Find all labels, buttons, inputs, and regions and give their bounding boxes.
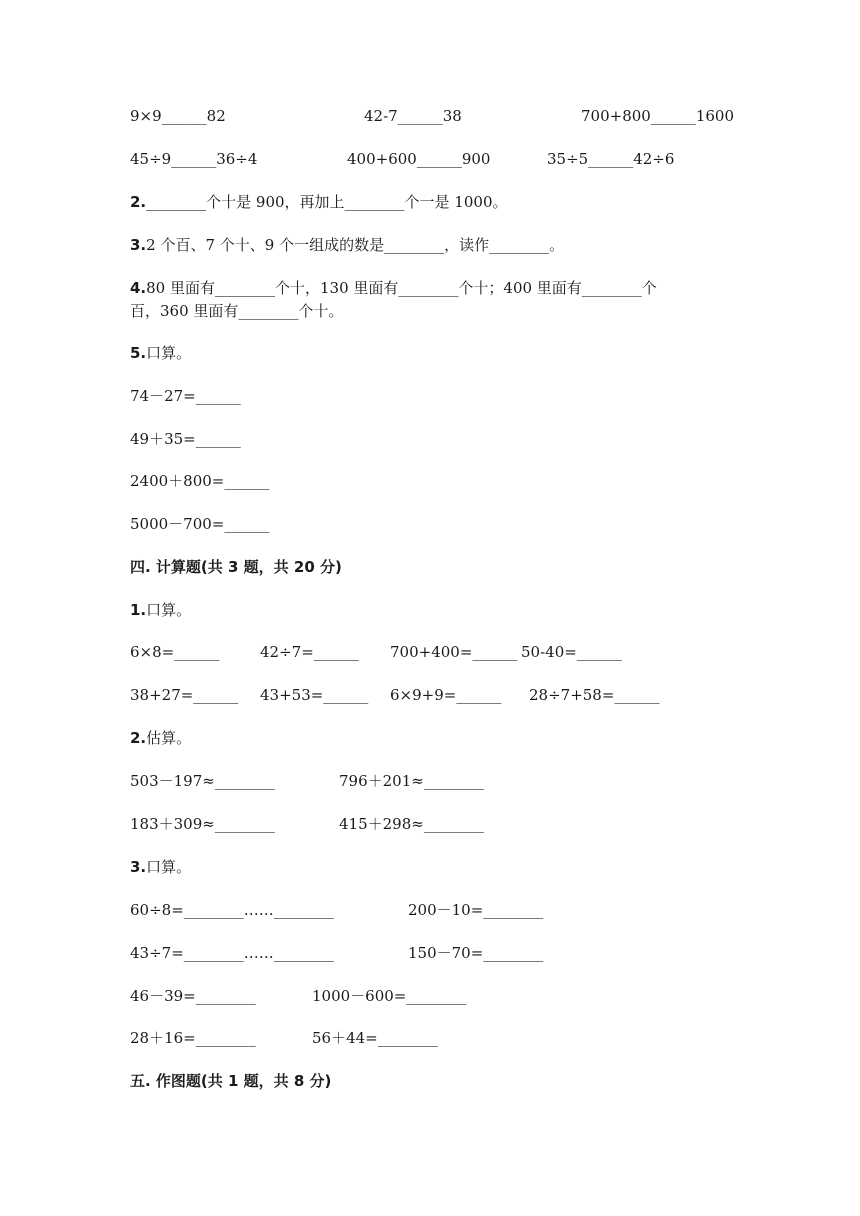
question-4 bbox=[130, 278, 657, 298]
calc-item: 28＋16=________ bbox=[130, 1029, 256, 1047]
calc-item: 150－70=________ bbox=[408, 944, 544, 962]
question-3 bbox=[130, 857, 191, 877]
calc-item: 28÷7+58=______ bbox=[529, 686, 660, 704]
question-1 bbox=[130, 600, 191, 620]
question-title: 口算。 bbox=[146, 601, 192, 619]
compare-item: 42-7______38 bbox=[364, 107, 462, 125]
calc-item: 1000－600=________ bbox=[312, 987, 467, 1005]
question-2 bbox=[130, 728, 191, 748]
calc-item: 700+400=______ bbox=[390, 643, 518, 661]
calc-item: 46－39=________ bbox=[130, 987, 256, 1005]
compare-item: 35÷5______42÷6 bbox=[547, 150, 675, 168]
calc-item: 56＋44=________ bbox=[312, 1029, 438, 1047]
estimate-item: 503－197≈________ bbox=[130, 772, 275, 790]
calc-item: 43÷7=________……________ bbox=[130, 944, 334, 962]
calc-item: 50-40=______ bbox=[521, 643, 622, 661]
calc-item: 49＋35=______ bbox=[130, 430, 241, 448]
calc-item: 42÷7=______ bbox=[260, 643, 359, 661]
compare-item: 45÷9______36÷4 bbox=[130, 150, 258, 168]
question-4-line2: 百，360 里面有________个十。 bbox=[130, 302, 344, 320]
calc-item: 2400＋800=______ bbox=[130, 472, 270, 490]
compare-item: 400+600______900 bbox=[347, 150, 491, 168]
question-title: 口算。 bbox=[146, 858, 192, 876]
section-heading: 五. 作图题(共 1 题，共 8 分) bbox=[130, 1072, 332, 1090]
compare-item: 700+800______1600 bbox=[581, 107, 735, 125]
calc-item: 6×8=______ bbox=[130, 643, 220, 661]
calc-item: 6×9+9=______ bbox=[390, 686, 502, 704]
question-2 bbox=[130, 192, 507, 212]
calc-item: 5000－700=______ bbox=[130, 515, 270, 533]
estimate-item: 796＋201≈________ bbox=[339, 772, 484, 790]
calc-item: 200－10=________ bbox=[408, 901, 544, 919]
question-title: 口算。 bbox=[146, 344, 192, 362]
section-heading: 四. 计算题(共 3 题，共 20 分) bbox=[130, 558, 342, 576]
question-text-line1: 80 里面有________个十，130 里面有________个十；400 里面有________个 bbox=[146, 279, 657, 297]
estimate-item: 183＋309≈________ bbox=[130, 815, 275, 833]
calc-item: 60÷8=________……________ bbox=[130, 901, 334, 919]
question-title: 估算。 bbox=[146, 729, 192, 747]
question-number: 3. bbox=[130, 236, 147, 254]
compare-item: 9×9______82 bbox=[130, 107, 226, 125]
question-text: ________个十是 900，再加上________个一是 1000。 bbox=[146, 193, 508, 211]
question-text: 2 个百、7 个十、9 个一组成的数是________，读作________。 bbox=[146, 236, 565, 254]
question-3 bbox=[130, 235, 564, 255]
estimate-item: 415＋298≈________ bbox=[339, 815, 484, 833]
calc-item: 74－27=______ bbox=[130, 387, 241, 405]
calc-item: 38+27=______ bbox=[130, 686, 239, 704]
question-number: 1. bbox=[130, 601, 147, 619]
question-number: 4. bbox=[130, 279, 147, 297]
question-number: 2. bbox=[130, 193, 147, 211]
question-5 bbox=[130, 343, 191, 363]
question-number: 5. bbox=[130, 344, 147, 362]
question-number: 3. bbox=[130, 858, 147, 876]
calc-item: 43+53=______ bbox=[260, 686, 369, 704]
question-number: 2. bbox=[130, 729, 147, 747]
